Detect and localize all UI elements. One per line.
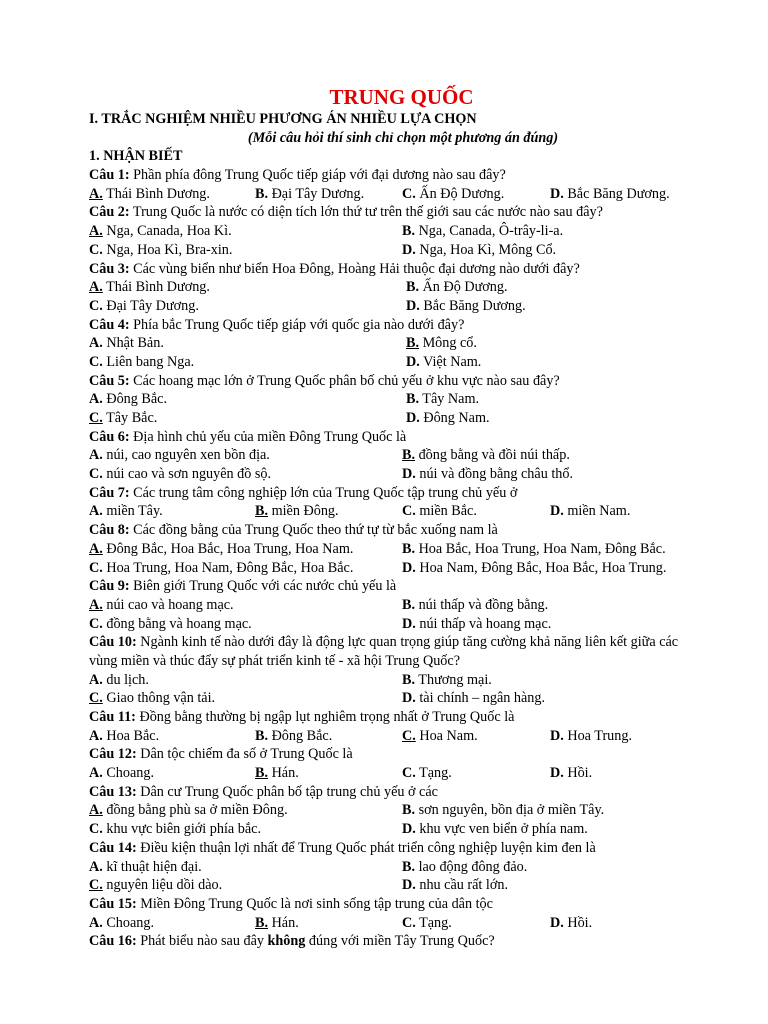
option-c[interactable]: C. Ấn Độ Dương. <box>402 185 505 202</box>
section-heading: I. TRẮC NGHIỆM NHIỀU PHƯƠNG ÁN NHIỀU LỰA CHỌN <box>89 111 477 127</box>
option-d[interactable]: D. miền Nam. <box>550 503 631 520</box>
option-c[interactable]: C. Giao thông vận tải. <box>89 690 216 707</box>
option-b[interactable]: B. đồng bằng và đồi núi thấp. <box>402 447 570 464</box>
options-row <box>89 409 729 428</box>
option-d[interactable]: D. Bắc Băng Dương. <box>550 185 670 202</box>
question-text: Phần phía đông Trung Quốc tiếp giáp với đại dương nào sau đây? <box>129 167 506 184</box>
option-c[interactable]: C. Hoa Nam. <box>402 727 478 744</box>
options-row <box>89 858 729 877</box>
options-row <box>89 596 729 615</box>
option-b[interactable]: B. Tây Nam. <box>406 391 480 408</box>
option-a[interactable]: A. Choang. <box>89 914 155 931</box>
page-title: TRUNG QUỐC <box>329 85 474 109</box>
option-a[interactable]: A. Đông Bắc. <box>89 391 168 408</box>
options-row <box>89 297 729 316</box>
instruction-subtitle: (Mỗi câu hỏi thí sinh chỉ chọn một phương án đúng) <box>247 129 559 146</box>
option-d[interactable]: D. núi và đồng bằng châu thổ. <box>402 466 574 483</box>
options-row <box>89 876 729 895</box>
option-c[interactable]: C. Hoa Trung, Hoa Nam, Đông Bắc, Hoa Bắc. <box>89 559 354 576</box>
question-12: Câu 12: Dân tộc chiếm đa số ở Trung Quốc là <box>89 746 353 763</box>
option-c[interactable]: C. khu vực biên giới phía bắc. <box>89 821 262 838</box>
options-row <box>89 615 729 634</box>
option-a[interactable]: A. miền Tây. <box>89 503 163 520</box>
question-10: Câu 10: Ngành kinh tế nào dưới đây là động lực quan trọng giúp tăng cường khả năng liên kết giữa các <box>89 634 679 651</box>
option-c[interactable]: C. Tạng. <box>402 765 452 782</box>
options-row <box>89 540 729 559</box>
options-row <box>89 465 729 484</box>
option-d[interactable]: D. Đông Nam. <box>406 410 490 426</box>
options-row <box>89 390 729 409</box>
option-a[interactable]: A. núi, cao nguyên xen bồn địa. <box>89 447 270 464</box>
option-b[interactable]: B. sơn nguyên, bồn địa ở miền Tây. <box>402 802 605 819</box>
option-a[interactable]: A. Thái Bình Dương. <box>89 279 210 296</box>
option-a[interactable]: A. du lịch. <box>89 671 149 688</box>
option-d[interactable]: D. Nga, Hoa Kì, Mông Cổ. <box>402 241 557 258</box>
option-b[interactable]: B. Ấn Độ Dương. <box>406 279 508 296</box>
option-a[interactable]: A. núi cao và hoang mạc. <box>89 596 234 613</box>
option-d[interactable]: D. Hồi. <box>550 765 593 782</box>
option-a[interactable]: A. Choang. <box>89 765 155 782</box>
option-d[interactable]: D. nhu cầu rất lớn. <box>402 877 509 894</box>
question-3: Câu 3: Các vùng biển như biển Hoa Đông, Hoàng Hải thuộc đại dương nào dưới đây? <box>89 260 580 277</box>
options-row <box>89 559 729 578</box>
options-row <box>89 241 729 260</box>
question-8: Câu 8: Các đồng bằng của Trung Quốc theo thứ tự từ bắc xuống nam là <box>89 522 498 539</box>
option-d[interactable]: D. Hồi. <box>550 914 593 931</box>
option-c[interactable]: C. Nga, Hoa Kì, Bra-xin. <box>89 241 233 258</box>
option-c[interactable]: C. Tạng. <box>402 914 452 931</box>
option-b[interactable]: B. lao động đông đảo. <box>402 858 528 875</box>
level-heading: 1. NHẬN BIẾT <box>89 148 183 165</box>
option-c[interactable]: C. Tây Bắc. <box>89 410 158 426</box>
options-row <box>89 689 729 708</box>
option-d[interactable]: D. Hoa Trung. <box>550 727 632 744</box>
option-a[interactable]: A. kĩ thuật hiện đại. <box>89 858 202 875</box>
question-15: Câu 15: Miền Đông Trung Quốc là nơi sinh sống tập trung của dân tộc <box>89 895 493 912</box>
options-row <box>89 914 729 933</box>
option-a[interactable]: A. Thái Bình Dương. <box>89 185 210 202</box>
options-row <box>89 502 729 521</box>
options-row <box>89 278 729 297</box>
option-c[interactable]: C. miền Bắc. <box>402 503 477 520</box>
option-b[interactable]: B. miền Đông. <box>255 503 339 520</box>
option-b[interactable]: B. núi thấp và đồng bằng. <box>402 596 549 613</box>
option-a[interactable]: A. Nga, Canada, Hoa Kì. <box>89 223 232 240</box>
question-5: Câu 5: Các hoang mạc lớn ở Trung Quốc phân bố chủ yếu ở khu vực nào sau đây? <box>89 372 560 389</box>
option-d[interactable]: D. Việt Nam. <box>406 353 482 370</box>
question-label: Câu 1: <box>89 167 130 184</box>
question-13: Câu 13: Dân cư Trung Quốc phân bố tập trung chủ yếu ở các <box>89 783 438 800</box>
question-9: Câu 9: Biên giới Trung Quốc với các nước chủ yếu là <box>89 578 397 595</box>
option-d[interactable]: D. Bắc Băng Dương. <box>406 297 526 314</box>
options-row <box>89 353 729 372</box>
option-b[interactable]: B. Thương mại. <box>402 671 492 688</box>
options-row <box>89 334 729 353</box>
option-c[interactable]: C. núi cao và sơn nguyên đồ sộ. <box>89 466 272 483</box>
option-b[interactable]: B. Mông cổ. <box>406 335 477 352</box>
options-row <box>89 764 729 783</box>
option-b[interactable]: B. Đại Tây Dương. <box>255 185 365 202</box>
question-10-continued: vùng miền và thúc đẩy sự phát triển kinh tế - xã hội Trung Quốc? <box>89 652 460 669</box>
options-row <box>89 727 729 746</box>
options-row <box>89 801 729 820</box>
question-16: Câu 16: Phát biểu nào sau đây không đúng với miền Tây Trung Quốc? <box>89 933 495 950</box>
option-d[interactable]: D. núi thấp và hoang mạc. <box>402 615 552 632</box>
options-row <box>89 185 729 204</box>
question-1 <box>89 166 729 185</box>
option-c[interactable]: C. đồng bằng và hoang mạc. <box>89 615 252 632</box>
option-b[interactable]: B. Hoa Bắc, Hoa Trung, Hoa Nam, Đông Bắc. <box>402 540 666 557</box>
option-a[interactable]: A. Hoa Bắc. <box>89 727 160 744</box>
option-a[interactable]: A. Đông Bắc, Hoa Bắc, Hoa Trung, Hoa Nam. <box>89 540 354 557</box>
question-11: Câu 11: Đồng bằng thường bị ngập lụt nghiêm trọng nhất ở Trung Quốc là <box>89 709 515 725</box>
option-b[interactable]: B. Hán. <box>255 914 299 931</box>
option-c[interactable]: C. nguyên liệu dồi dào. <box>89 877 223 894</box>
document-body <box>89 110 729 951</box>
option-a[interactable]: A. đồng bằng phù sa ở miền Đông. <box>89 802 288 819</box>
question-2: Câu 2: Trung Quốc là nước có diện tích lớn thứ tư trên thế giới sau các nước nào sau đây? <box>89 204 603 221</box>
options-row <box>89 222 729 241</box>
question-14: Câu 14: Điều kiện thuận lợi nhất để Trung Quốc phát triển công nghiệp luyện kim đen là <box>89 839 596 856</box>
option-c[interactable]: C. Liên bang Nga. <box>89 353 195 370</box>
option-c[interactable]: C. Đại Tây Dương. <box>89 297 199 314</box>
option-a[interactable]: A. Nhật Bản. <box>89 335 164 352</box>
option-b[interactable]: B. Hán. <box>255 765 299 782</box>
question-4: Câu 4: Phía bắc Trung Quốc tiếp giáp với quốc gia nào dưới đây? <box>89 316 465 333</box>
option-d[interactable]: D. Hoa Nam, Đông Bắc, Hoa Bắc, Hoa Trung. <box>402 559 667 576</box>
options-row <box>89 671 729 690</box>
options-row <box>89 820 729 839</box>
option-d[interactable]: D. tài chính – ngân hàng. <box>402 690 546 707</box>
question-7: Câu 7: Các trung tâm công nghiệp lớn của Trung Quốc tập trung chủ yếu ở <box>89 484 518 501</box>
options-row <box>89 446 729 465</box>
option-b[interactable]: B. Đông Bắc. <box>255 727 333 744</box>
option-b[interactable]: B. Nga, Canada, Ô-trây-li-a. <box>402 223 564 240</box>
question-6: Câu 6: Địa hình chủ yếu của miền Đông Trung Quốc là <box>89 428 407 445</box>
option-d[interactable]: D. khu vực ven biển ở phía nam. <box>402 821 588 838</box>
